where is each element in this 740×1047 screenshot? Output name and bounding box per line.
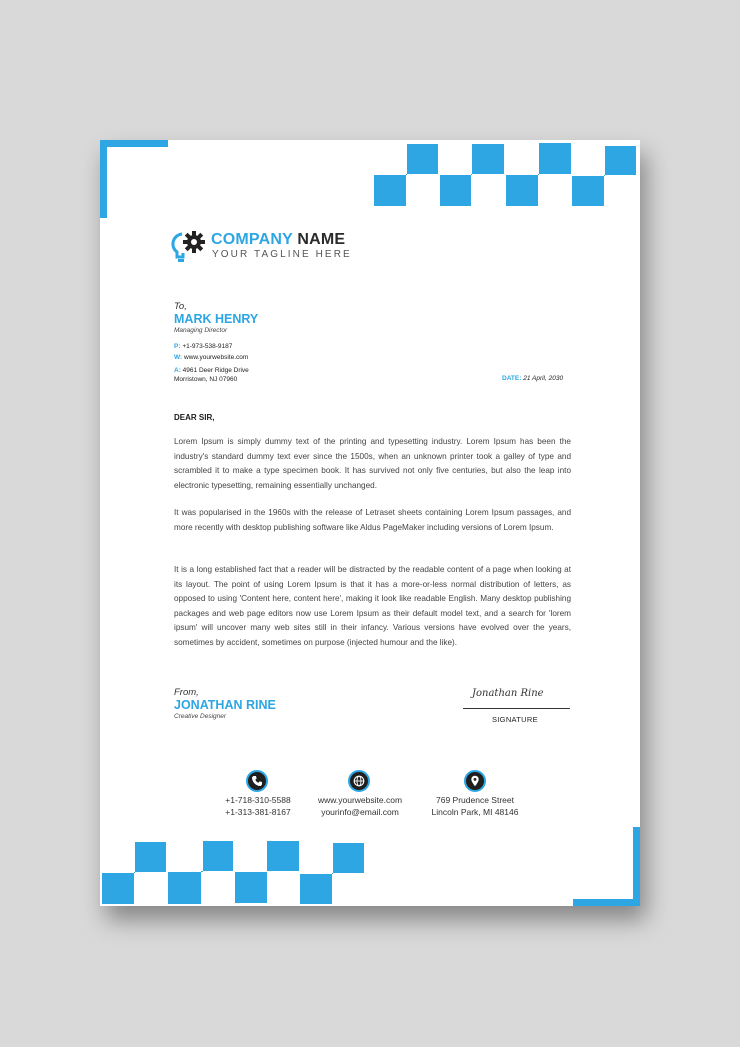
recipient-website: www.yourwebsite.com <box>184 354 249 361</box>
footer-address <box>432 795 519 818</box>
footer-address-2: Lincoln Park, MI 48146 <box>431 806 519 817</box>
signature-caption: SIGNATURE <box>492 715 538 724</box>
company-name <box>211 231 345 249</box>
salutation: DEAR SIR, <box>174 413 215 422</box>
footer-phone-2: +1-313-381-8167 <box>225 806 291 817</box>
recipient-address-2: Morristown, NJ 07960 <box>174 376 238 383</box>
recipient-address-1: 4961 Deer Ridge Drive <box>182 367 249 374</box>
sender-name: JONATHAN RINE <box>174 698 276 712</box>
footer-email: yourinfo@email.com <box>321 806 399 817</box>
recipient-title: Managing Director <box>174 327 228 334</box>
recipient-address-line <box>174 367 249 374</box>
recipient-phone: +1-973-538-9187 <box>182 343 233 350</box>
globe-icon <box>348 770 370 792</box>
gear-icon <box>182 230 206 254</box>
footer-web <box>318 795 402 818</box>
recipient-website-line <box>174 354 248 361</box>
sender-title: Creative Designer <box>174 713 227 720</box>
company-name-part1: COMPANY <box>211 231 293 248</box>
letterhead-page <box>100 140 640 906</box>
date-value: 21 April, 2030 <box>523 375 564 382</box>
phone-icon <box>246 770 268 792</box>
paragraph-3: It is a long established fact that a reader will be distracted by the readable content of a page when looking at its layout. The point of using Lorem Ipsum is that it has a more-or-less normal distribution of letters, as opposed to using 'Content here, content here', making it look like readable English. Many desktop publishing packages and web page editors now use Lorem Ipsum as their default model text, and a search for 'lorem ipsum' will uncover many web sites still in their infancy. Various versions have evolved over the years, sometimes by accident, sometimes on purpose (injected humour and the like). <box>174 565 571 647</box>
footer-phone-1: +1-718-310-5588 <box>225 795 291 805</box>
paragraph-2: It was popularised in the 1960s with the release of Letraset sheets containing Lorem Ipsum passages, and more recently with desktop publishing software like Aldus PageMaker including versions of Lorem Ipsum. <box>174 508 571 532</box>
from-label: From, <box>174 687 199 698</box>
phone-label: P: <box>174 343 181 350</box>
company-tagline: YOUR TAGLINE HERE <box>212 249 352 260</box>
signature-line <box>463 708 570 709</box>
handwritten-signature: Jonathan Rine <box>472 688 544 699</box>
footer-website: www.yourwebsite.com <box>317 795 403 805</box>
footer-address-1: 769 Prudence Street <box>436 795 514 805</box>
paragraph-1: Lorem Ipsum is simply dummy text of the printing and typesetting industry. Lorem Ipsum has been the industry's standard dummy text ever since the 1500s, when an unknown printer took a galley of type and scrambled it to make a type specimen book. It has survived not only five centuries, but also the leap into electronic typesetting, remaining essentially unchanged. <box>174 437 571 490</box>
company-name-part2: NAME <box>297 231 346 248</box>
letter-date <box>502 375 563 382</box>
location-pin-icon <box>464 770 486 792</box>
footer-phone <box>225 795 290 818</box>
to-label: To, <box>174 301 187 312</box>
date-label: DATE: <box>502 375 522 382</box>
website-label: W: <box>174 354 183 361</box>
address-label: A: <box>174 367 181 374</box>
recipient-phone-line <box>174 343 232 350</box>
recipient-name: MARK HENRY <box>174 312 259 326</box>
